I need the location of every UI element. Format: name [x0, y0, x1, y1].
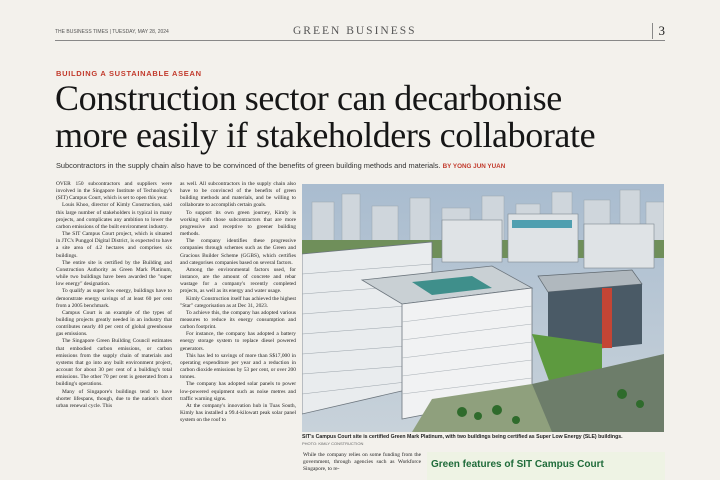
- body-paragraph: At the company's innovation hub in Tuas South, Kimly has installed a 99.4-kilowatt peak solar panel system on the roof to: [180, 402, 296, 424]
- body-paragraph: Louis Khoo, director of Kimly Construction, said this large number of stakeholders is typical in many projects, and complicates any ambition to lower the carbon emissions of the built environment industry.: [56, 202, 172, 230]
- masthead: [55, 23, 665, 41]
- body-paragraph: The Singapore Green Building Council estimates that embodied carbon emissions, or carbon emissions from the supply chain of materials and systems that go into any built environment project, account for about 30 per cent of a building's total emissions. The other 70 per cent is generated from a building's operations.: [56, 338, 172, 388]
- body-paragraph: The company identifies these progressive companies through schemes such as the Green and Gracious Builder Scheme (GGBS), which certifies and categorises companies based on several factors.: [180, 238, 296, 266]
- body-paragraph: To achieve this, the company has adopted various measures to reduce its energy consumption and carbon footprint.: [180, 309, 296, 331]
- article-photo: [302, 184, 664, 432]
- section-name: GREEN BUSINESS: [293, 25, 417, 37]
- body-paragraph: The entire site is certified by the Building and Construction Authority as Green Mark Platinum, while two buildings have been awarded the "super low energy" designation.: [56, 259, 172, 288]
- body-column-1: [56, 181, 172, 410]
- body-paragraph: Among the environmental factors used, for instance, are the amount of concrete and rebar wastage for a company's recently completed projects, as well as its energy and water usage.: [180, 266, 296, 295]
- standfirst-text: Subcontractors in the supply chain also have to be convinced of the benefits of green building methods and materials.: [56, 161, 441, 170]
- body-paragraph: While the company relies on some funding from the government, through agencies such as Workforce Singapore, to re-: [303, 452, 421, 473]
- byline: BY YONG JUN YUAN: [442, 163, 506, 170]
- body-paragraph: Campus Court is an example of the types of building projects greatly needed in an industry that contributes nearly 40 per cent of global greenhouse gas emissions.: [56, 309, 172, 338]
- sidebar-box: [427, 452, 665, 480]
- campus-aerial-illustration: [302, 184, 664, 432]
- body-paragraph: For instance, the company has adopted a battery energy storage system to replace diesel powered generators.: [180, 331, 296, 352]
- body-paragraph: The SIT Campus Court project, which is situated in JTC's Punggol Digital District, is expected to have a site area of 4.2 hectares and comprises six buildings.: [56, 231, 172, 259]
- photo-credit: PHOTO: KIMLY CONSTRUCTION: [302, 441, 364, 446]
- kicker: BUILDING A SUSTAINABLE ASEAN: [56, 69, 202, 78]
- standfirst: [56, 161, 676, 170]
- body-paragraph: as well. All subcontractors in the supply chain also have to be convinced of the benefits of green building methods and materials, and be willing to collaborate to accomplish certain goals.: [180, 181, 296, 209]
- body-paragraph: To support its own green journey, Kimly is working with those subcontractors that are more progressive and receptive to greener building methods.: [180, 209, 296, 238]
- photo-caption: SIT's Campus Court site is certified Green Mark Platinum, with two buildings being certified as Super Low Energy (SLE) buildings.: [302, 434, 623, 440]
- body-paragraph: The company has adopted solar panels to power low-powered equipment such as noise metres and traffic warning signs.: [180, 381, 296, 402]
- body-paragraph: Many of Singapore's buildings tend to have shorter lifespans, though, due to the nation's short urban renewal cycle. This: [56, 388, 172, 409]
- body-paragraph: This has led to savings of more than S$17,000 in operating expenditure per year and a reduction in carbon dioxide emissions by 53 per cent, or over 200 tonnes.: [180, 352, 296, 381]
- headline-line-2: more easily if stakeholders collaborate: [55, 115, 596, 155]
- body-column-2: [180, 181, 296, 424]
- body-paragraph: OVER 150 subcontractors and suppliers were involved in the Singapore Institute of Technology's (SIT) Campus Court, which is set to open this year.: [56, 181, 172, 202]
- body-paragraph: To qualify as super low energy, buildings have to demonstrate energy savings of at least 60 per cent from a 2005 benchmark.: [56, 288, 172, 309]
- body-paragraph: Kimly Construction itself has achieved the highest "Star" categorisation as at Dec 31, 2023.: [180, 295, 296, 309]
- body-column-4: [303, 452, 421, 473]
- sidebar-title: Green features of SIT Campus Court: [431, 459, 604, 470]
- headline-line-1: Construction sector can decarbonise: [55, 78, 562, 118]
- page-number: 3: [652, 23, 666, 39]
- headline: [55, 80, 675, 154]
- masthead-date: THE BUSINESS TIMES | TUESDAY, MAY 28, 2024: [55, 29, 169, 35]
